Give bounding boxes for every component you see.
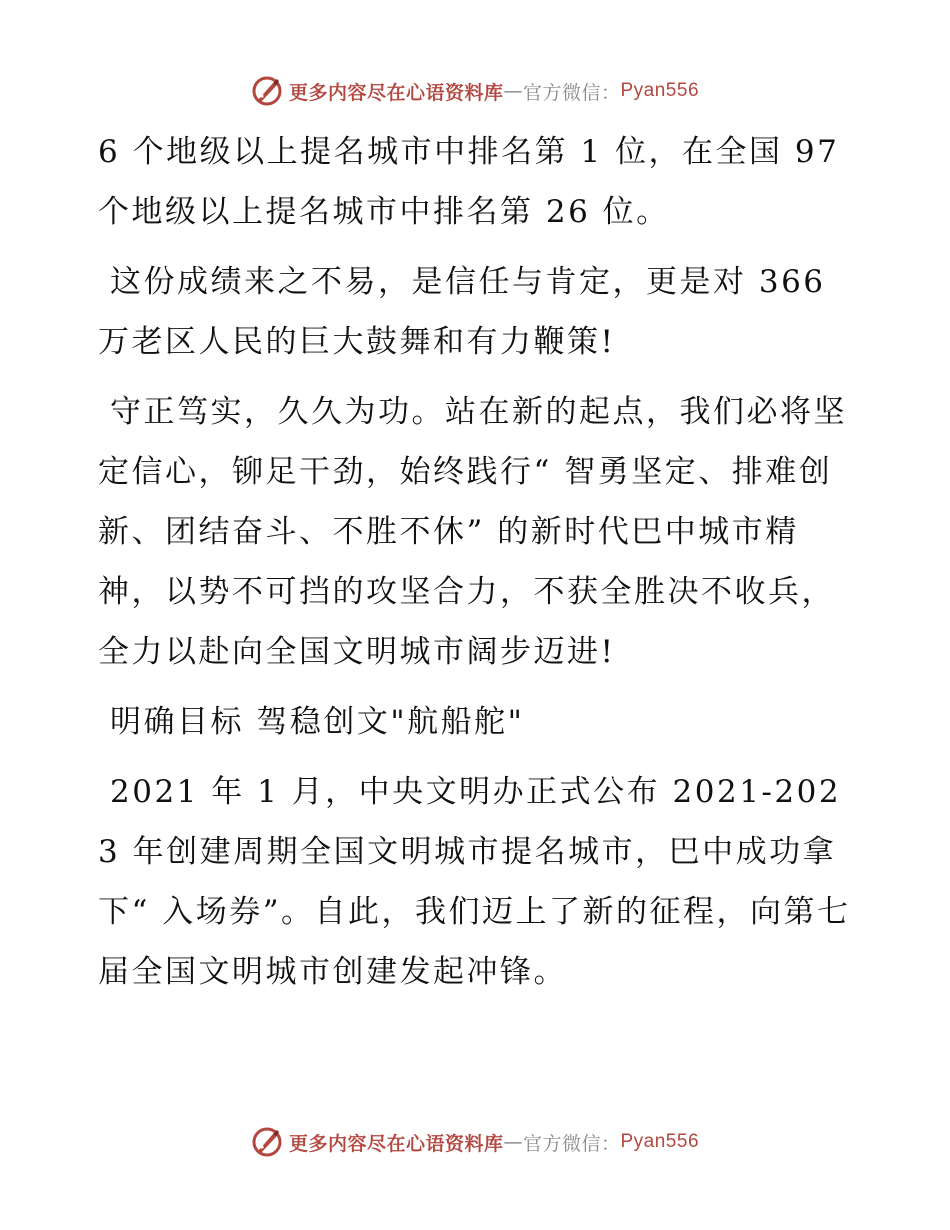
- footer-watermark: [0, 1122, 950, 1162]
- footer-wechat-label: 官方微信：: [522, 1132, 621, 1155]
- document-body: [98, 122, 858, 1012]
- header-promo-text: 更多内容尽在心语资料库: [288, 81, 504, 104]
- footer-promo-text: 更多内容尽在心语资料库: [288, 1132, 504, 1155]
- paragraph-city-spirit: 守正笃实，久久为功。站在新的起点，我们必将坚定信心，铆足干劲，始终践行“ 智勇坚定、排难创新、团结奋斗、不胜不休” 的新时代巴中城市精神，以势不可挡的攻坚合力，不获全胜决不收兵，全力以赴向全国文明城市阔步迈进!: [98, 394, 847, 670]
- footer-separator: —: [503, 1131, 523, 1153]
- footer-wechat-account: Pyan556: [620, 1131, 700, 1152]
- paragraph-achievement: 这份成绩来之不易，是信任与肯定，更是对 366 万老区人民的巨大鼓舞和有力鞭策!: [98, 264, 826, 360]
- pen-logo-icon: [251, 75, 283, 107]
- header-wechat-label: 官方微信：: [522, 81, 621, 104]
- pen-logo-icon: [251, 1126, 283, 1158]
- paragraph-campaign: 2021 年 1 月，中央文明办正式公布 2021-2023 年创建周期全国文明城市提名城市，巴中成功拿下“ 入场券”。自此，我们迈上了新的征程，向第七届全国文明城市创建发起冲锋。: [98, 774, 851, 990]
- header-separator: —: [503, 80, 523, 102]
- header-watermark: [0, 71, 950, 111]
- header-wechat-account: Pyan556: [620, 80, 700, 101]
- section-heading: 明确目标 驾稳创文"航船舵": [110, 704, 525, 740]
- paragraph-ranking: 6 个地级以上提名城市中排名第 1 位，在全国 97 个地级以上提名城市中排名第 26 位。: [98, 134, 840, 230]
